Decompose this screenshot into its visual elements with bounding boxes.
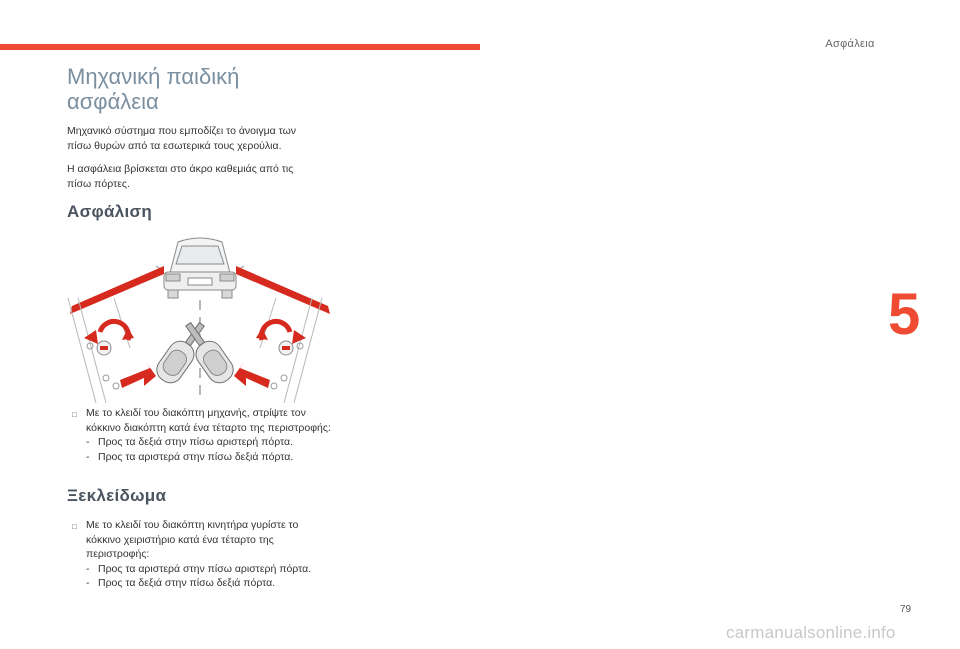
locking-step-text: Προς τα δεξιά στην πίσω αριστερή πόρτα. [98,436,294,448]
running-header: Ασφάλεια [825,38,875,50]
locking-bullet [72,406,332,435]
checkbox-icon: □ [72,410,77,419]
locking-step: - Προς τα αριστερά στην πίσω δεξιά πόρτα. [86,450,294,463]
locking-step-text: Προς τα αριστερά στην πίσω δεξιά πόρτα. [98,450,294,463]
intro-text [67,124,317,200]
page-title: Μηχανική παιδική ασφάλεια [67,64,240,114]
unlocking-step: - Προς τα δεξιά στην πίσω δεξιά πόρτα. [86,577,276,589]
intro-paragraph: Μηχανικό σύστημα που εμποδίζει το άνοιγμα των πίσω θυρών από τα εσωτερικά τους χερούλια. [67,125,297,152]
watermark: carmanualsonline.info [726,623,896,642]
unlocking-step-text: Προς τα αριστερά στην πίσω αριστερή πόρτα. [98,562,312,575]
unlocking-step: - Προς τα αριστερά στην πίσω αριστερή πόρτα. [86,562,312,575]
intro-paragraph: Η ασφάλεια βρίσκεται στο άκρο καθεμιάς από τις πίσω πόρτες. [67,163,294,190]
locking-step: - Προς τα δεξιά στην πίσω αριστερή πόρτα. [86,436,294,448]
unlocking-instruction-text: Με το κλειδί του διακόπτη κινητήρα γυρίστε το κόκκινο χειριστήριο κατά ένα τέταρτο της περιστροφής: [86,519,299,560]
unlocking-step-text: Προς τα δεξιά στην πίσω δεξιά πόρτα. [98,577,276,589]
chapter-number: 5 [888,282,921,347]
page-number: 79 [900,604,912,615]
header-accent-bar [0,44,480,50]
child-lock-illustration [60,228,330,408]
car-rear-view [156,238,244,298]
unlocking-heading: Ξεκλείδωμα [67,486,167,505]
unlocking-instructions [72,518,332,591]
checkbox-icon: □ [72,522,77,531]
locking-instructions [72,406,332,464]
child-lock-diagram [60,228,330,408]
locking-instruction-text: Με το κλειδί του διακόπτη μηχανής, στρίψτε τον κόκκινο διακόπτη κατά ένα τέταρτο της περιστροφής: [86,407,331,434]
locking-heading: Ασφάλιση [67,202,153,221]
unlocking-bullet [72,518,332,562]
right-beam [236,266,330,314]
